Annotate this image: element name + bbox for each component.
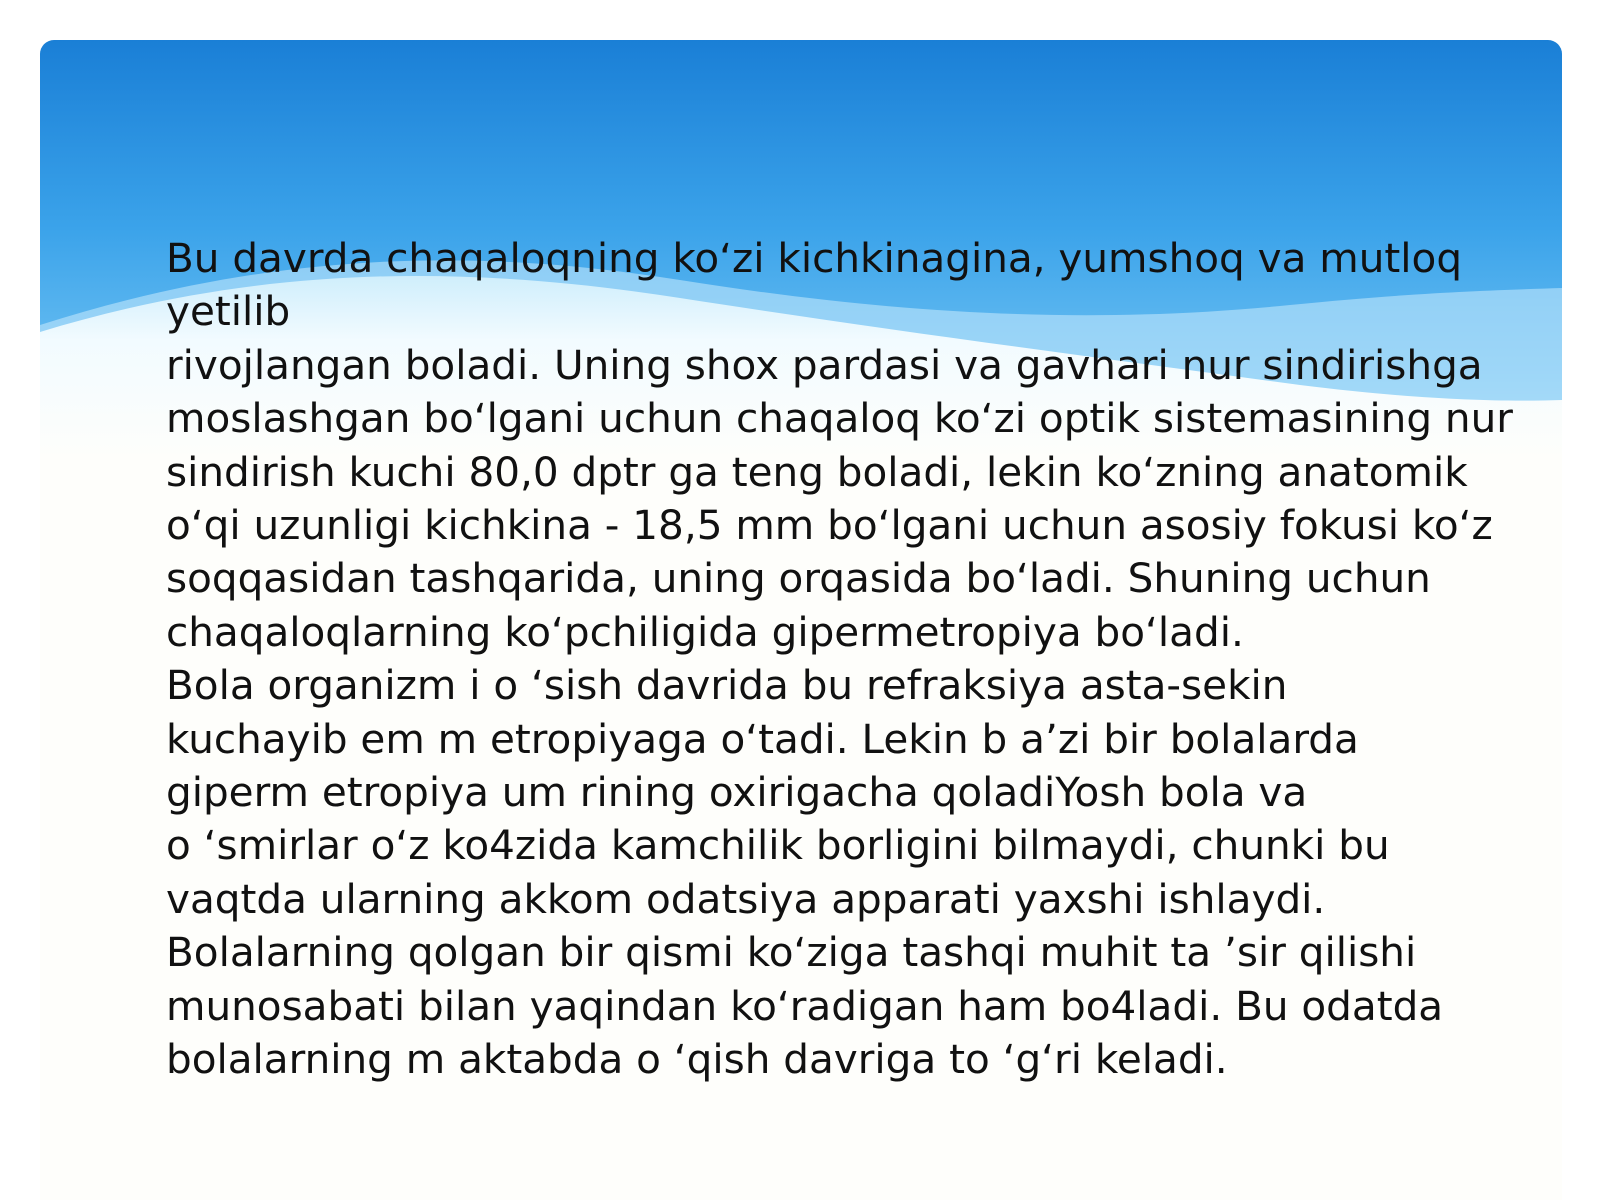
slide-body-text bbox=[166, 232, 1562, 1087]
slide-frame bbox=[40, 40, 1562, 1200]
text-line: sindirish kuchi 80,0 dptr ga teng boladi, lekin ko‘zning anatomik bbox=[166, 447, 1468, 496]
text-line: giperm etropiya um rining oxirigacha qoladiYosh bola va bbox=[166, 768, 1308, 817]
text-line: chaqaloqlarning ko‘pchiligida gipermetropiya bo‘ladi. bbox=[166, 607, 1244, 656]
text-line: munosabati bilan yaqindan ko‘radigan ham bo4ladi. Bu odatda bbox=[166, 981, 1444, 1030]
text-line: bolalarning m aktabda o ‘qish davriga to ‘g‘ri keladi. bbox=[166, 1035, 1228, 1084]
text-line: yetilib bbox=[166, 287, 291, 336]
text-line: rivojlangan boladi. Uning shox pardasi va gavhari nur sindirishga bbox=[166, 340, 1483, 389]
text-line: Bolalarning qolgan bir qismi ko‘ziga tashqi muhit ta ’sir qilishi bbox=[166, 928, 1417, 977]
text-line: o‘qi uzunligi kichkina - 18,5 mm bo‘lgani uchun asosiy fokusi ko‘z bbox=[166, 501, 1493, 550]
text-line: o ‘smirlar o‘z ko4zida kamchilik borligini bilmaydi, chunki bu bbox=[166, 821, 1390, 870]
text-line: kuchayib em m etropiyaga o‘tadi. Lekin b a’zi bir bolalarda bbox=[166, 714, 1359, 763]
text-line: moslashgan bo‘lgani uchun chaqaloq ko‘zi optik sistemasining nur bbox=[166, 394, 1513, 443]
text-line: vaqtda ularning akkom odatsiya apparati yaxshi ishlaydi. bbox=[166, 874, 1326, 923]
text-line: soqqasidan tashqarida, uning orqasida bo‘ladi. Shuning uchun bbox=[166, 554, 1431, 603]
text-line: Bola organizm i o ‘sish davrida bu refraksiya asta-sekin bbox=[166, 661, 1288, 710]
text-line: Bu davrda chaqaloqning ko‘zi kichkinagina, yumshoq va mutloq bbox=[166, 234, 1463, 282]
